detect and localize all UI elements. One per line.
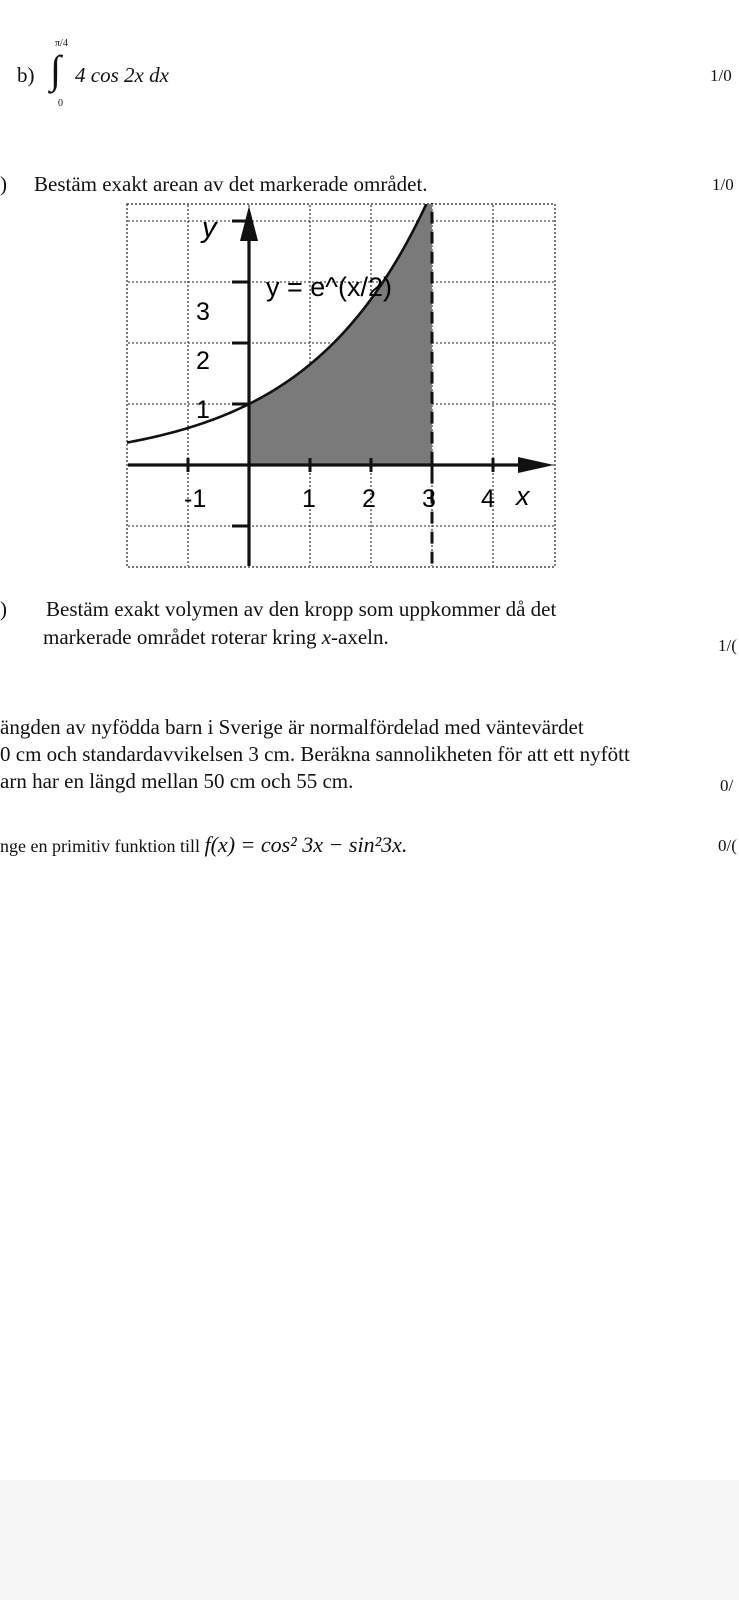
q-volume-line2 [43, 625, 389, 650]
integrand: 4 cos 2x dx [75, 63, 169, 87]
x-axis-label: x [516, 481, 530, 511]
q-primitive [0, 832, 407, 858]
x-axis-arrow-icon [518, 457, 554, 473]
curve-label: y = e^(x/2) [266, 272, 392, 302]
q-primitive-points: 0/( [718, 836, 737, 855]
integral-sign-icon: ∫ [50, 47, 61, 92]
x-tick-label-3: 3 [422, 485, 436, 513]
q-area-text: Bestäm exakt arean av det markerade området. [34, 172, 428, 196]
q-primitive-func: f(x) = cos² 3x − sin²3x. [204, 832, 408, 857]
q-area-marker: ) [0, 172, 7, 196]
area-graph [126, 203, 556, 568]
bottom-bar [0, 1480, 739, 1600]
q-volume-line1: Bestäm exakt volymen av den kropp som uppkommer då det [46, 597, 557, 621]
q-birth-line3: arn har en längd mellan 50 cm och 55 cm. [0, 769, 354, 793]
q-area-points: 1/0 [712, 175, 734, 194]
y-tick-label-2: 2 [196, 347, 210, 375]
y-tick-label-1: 1 [196, 396, 210, 424]
y-tick-label-3: 3 [196, 298, 210, 326]
q-volume-marker: ) [0, 597, 7, 621]
q-volume-points: 1/( [718, 636, 737, 655]
y-axis-label: y [202, 212, 217, 244]
q-volume-line2-pre: markerade området roterar kring [43, 625, 322, 649]
q-birth-line1: ängden av nyfödda barn i Sverige är normalfördelad med väntevärdet [0, 715, 584, 739]
q-primitive-text: nge en primitiv funktion till [0, 836, 205, 856]
x-tick-label-1: 1 [302, 485, 316, 513]
x-tick-label-4: 4 [481, 485, 495, 513]
part-b-label: b) [17, 63, 35, 87]
y-axis-arrow-icon [240, 206, 258, 241]
part-b-points: 1/0 [710, 66, 732, 85]
integral-upper-limit: π/4 [55, 38, 68, 49]
integral-lower-limit: 0 [58, 98, 63, 109]
x-tick-label-2: 2 [362, 485, 376, 513]
q-volume-line2-var: x [321, 625, 332, 649]
q-birth-points: 0/ [720, 776, 734, 795]
x-tick-label-neg1: -1 [184, 485, 207, 513]
q-volume-line2-post: -axeln. [331, 625, 389, 649]
q-birth-line2: 0 cm och standardavvikelsen 3 cm. Beräkna sannolikheten för att ett nyfött [0, 742, 630, 766]
